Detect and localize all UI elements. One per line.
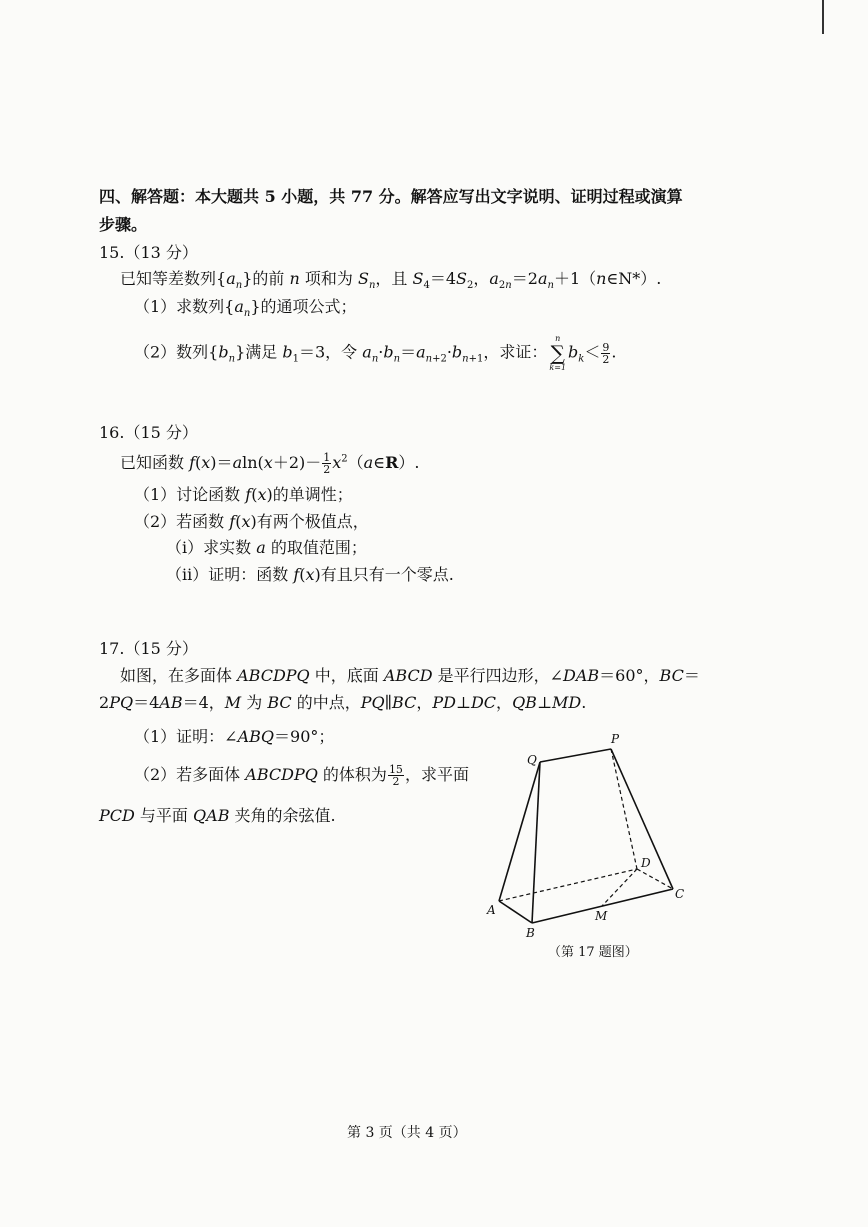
q15-part2: （2）数列$\{b_n\}$满足 $b_1=3$，令 $a_n\cdot b_n=a_{n+2}\cdot b_{n+1}$，求证： n ∑ k=1 $b_k<$ $\frac{9}{2}$ . xyxy=(134,334,617,372)
q17-number: 17.（15 分） xyxy=(99,639,198,658)
q17-stem-line1: 如图，在多面体 ABCDPQ 中，底面 ABCD 是平行四边形，∠DAB＝60°，BC＝ xyxy=(120,666,700,685)
q15-fraction: $\frac{9}{2}$ xyxy=(602,340,610,366)
edge-DM-hidden xyxy=(602,869,637,906)
scan-edge-line xyxy=(822,0,824,34)
vertex-label-P: P xyxy=(611,732,620,746)
q17-part2-line2: PCD 与平面 QAB 夹角的余弦值. xyxy=(99,806,336,825)
q15-stem: 已知等差数列$\{a_n\}$的前 n 项和为 $S_n$，且 $S_4=4S_2$，$a_{2n}=2a_n+1(n\in N*)$. xyxy=(120,269,662,292)
q17-fraction: $\frac{15}{2}$ xyxy=(388,763,403,788)
q15-number: 15.（13 分） xyxy=(99,243,198,262)
polyhedron-figure xyxy=(480,728,700,943)
vertex-label-M: M xyxy=(595,909,608,923)
q17-part2: （2）若多面体 ABCDPQ 的体积为 $\frac{15}{2}$ ，求平面 xyxy=(134,763,469,788)
q16-part2-ii: （ii）证明：函数 f(x)有且只有一个零点. xyxy=(166,565,454,584)
section-header-line2: 步骤。 xyxy=(99,215,148,234)
figure-caption: （第 17 题图） xyxy=(548,945,638,960)
q16-number: 16.（15 分） xyxy=(99,423,198,442)
vertex-label-A: A xyxy=(487,903,496,917)
vertex-label-Q: Q xyxy=(527,753,537,767)
q17-stem-line2: 2PQ＝4AB＝4，M 为 BC 的中点，PQ∥BC，PD⊥DC，QB⊥MD. xyxy=(99,693,587,712)
section-header-line1: 四、解答题：本大题共 5 小题，共 77 分。解答应写出文字说明、证明过程或演算 xyxy=(99,187,683,206)
vertex-label-C: C xyxy=(675,887,685,901)
edge-PD-hidden xyxy=(611,749,637,869)
edge-AB xyxy=(499,901,532,923)
edge-QP xyxy=(540,749,611,762)
q15-part1: （1）求数列$\{a_n\}$的通项公式； xyxy=(134,297,357,320)
vertex-label-D: D xyxy=(641,856,651,870)
q15-summation: n ∑ k=1 xyxy=(549,334,567,372)
edge-DC-hidden xyxy=(637,869,673,889)
q16-part2-i: （i）求实数 a 的取值范围； xyxy=(166,538,367,557)
edge-AD-hidden xyxy=(499,869,637,901)
q16-fraction: $\frac{1}{2}$ xyxy=(323,451,331,476)
q16-part1: （1）讨论函数 f(x)的单调性； xyxy=(134,485,353,504)
q16-stem: 已知函数 f(x)＝aln(x＋2)－ $\frac{1}{2}$ $x^2(a\in R)$. xyxy=(120,451,420,476)
vertex-label-B: B xyxy=(526,926,535,940)
page-footer: 第 3 页（共 4 页） xyxy=(347,1125,467,1141)
q17-part1: （1）证明：∠ABQ＝90°； xyxy=(134,727,335,746)
q16-part2: （2）若函数 f(x)有两个极值点， xyxy=(134,512,369,531)
